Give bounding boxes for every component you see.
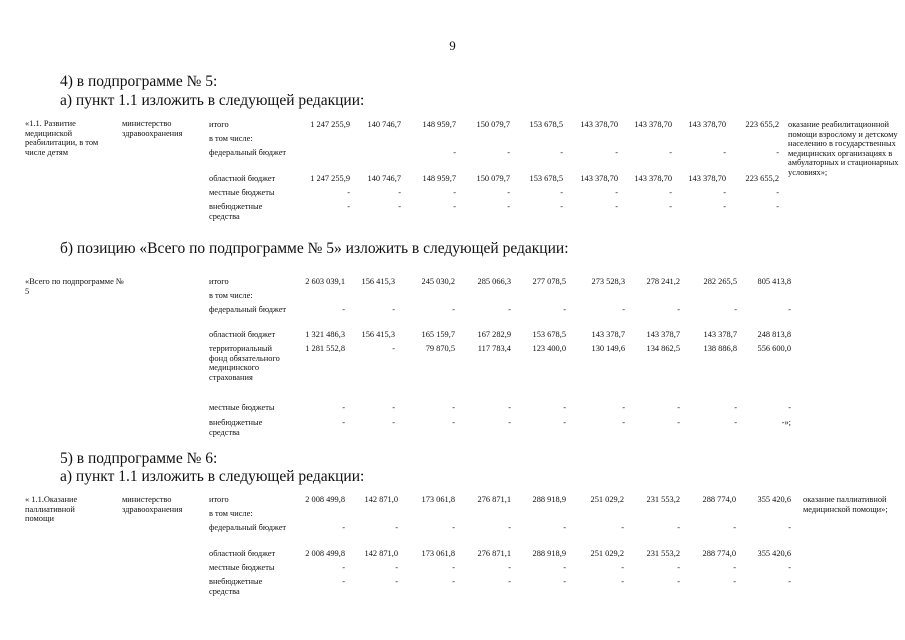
table-cell: 2 008 499,8 <box>305 495 345 504</box>
table-cell: 2 603 039,1 <box>305 277 345 286</box>
table-cell: 223 655,2 <box>745 120 779 129</box>
table-cell: 123 400,0 <box>532 344 566 353</box>
table-cell: 251 029,2 <box>590 549 624 558</box>
table-cell: 143 378,7 <box>591 330 625 339</box>
table-cell: - <box>776 202 779 211</box>
table-row-label: федеральный бюджет <box>209 305 287 314</box>
table-cell: - <box>563 523 566 532</box>
table-cell: - <box>621 577 624 586</box>
table-cell: 148 959,7 <box>422 120 456 129</box>
table-cell: - <box>507 148 510 157</box>
table-cell: - <box>452 577 455 586</box>
table-row-label: итого <box>209 277 229 286</box>
table-cell: 355 420,6 <box>757 549 791 558</box>
table-row-name: « 1.1.Оказание паллиативной помощи <box>25 495 78 524</box>
table-cell: 273 528,3 <box>591 277 625 286</box>
table-cell: 282 265,5 <box>703 277 737 286</box>
table-cell: 143 378,70 <box>688 120 726 129</box>
table-cell: - <box>788 523 791 532</box>
table-cell: - <box>392 344 395 353</box>
table-cell: 556 600,0 <box>757 344 791 353</box>
table-cell: 245 030,2 <box>421 277 455 286</box>
table-cell: - <box>734 418 737 427</box>
table-cell: - <box>677 577 680 586</box>
table-row-label: в том числе: <box>209 291 253 300</box>
table-cell: 156 415,3 <box>361 277 395 286</box>
table-cell: 1 247 255,9 <box>310 174 350 183</box>
heading-item-1-1-sub6: а) пункт 1.1 изложить в следующей редакции: <box>60 468 365 485</box>
table-cell: - <box>734 305 737 314</box>
table-cell: - <box>342 305 345 314</box>
table-executor: министерство здравоохранения <box>122 495 183 514</box>
table-cell: - <box>669 188 672 197</box>
table-cell: - <box>776 148 779 157</box>
table-cell: - <box>733 563 736 572</box>
table-row-label: итого <box>209 120 229 129</box>
table-cell: 153 678,5 <box>532 330 566 339</box>
table-cell: - <box>677 403 680 412</box>
table-executor: министерство здравоохранения <box>122 119 183 138</box>
table-row-label: внебюджетные средства <box>209 577 263 596</box>
table-cell: 143 378,70 <box>634 120 672 129</box>
table-cell: - <box>615 188 618 197</box>
table-cell: 138 886,8 <box>703 344 737 353</box>
table-row-name: «Всего по подпрограмме № 5 <box>25 277 124 296</box>
table-cell: - <box>452 563 455 572</box>
table-cell: - <box>563 577 566 586</box>
table-row-label: местные бюджеты <box>209 188 275 197</box>
table-row-label: в том числе: <box>209 134 253 143</box>
table-cell: 143 378,70 <box>634 174 672 183</box>
table-cell: 156 415,3 <box>361 330 395 339</box>
table-cell: 278 241,2 <box>646 277 680 286</box>
table-cell: - <box>733 577 736 586</box>
table-cell: 2 008 499,8 <box>305 549 345 558</box>
table-cell: 1 247 255,9 <box>310 120 350 129</box>
table-cell: - <box>508 523 511 532</box>
table-cell: - <box>347 202 350 211</box>
table-cell: - <box>669 148 672 157</box>
table-cell: - <box>398 202 401 211</box>
table-cell: 805 413,8 <box>757 277 791 286</box>
table-cell: 173 061,8 <box>421 495 455 504</box>
table-row-label: федеральный бюджет <box>209 148 287 157</box>
table-cell: - <box>733 523 736 532</box>
table-row-label: в том числе: <box>209 509 253 518</box>
table-cell: 143 378,70 <box>580 174 618 183</box>
table-row-label: местные бюджеты <box>209 563 275 572</box>
table-cell: - <box>669 202 672 211</box>
table-cell: - <box>392 418 395 427</box>
table-cell: -»; <box>781 418 791 427</box>
table-cell: 142 871,0 <box>364 549 398 558</box>
table-cell: - <box>508 563 511 572</box>
table-cell: - <box>347 188 350 197</box>
table-row-label: федеральный бюджет <box>209 523 287 532</box>
table-note: оказание паллиативной медицинской помощи»; <box>803 495 888 514</box>
table-cell: - <box>622 418 625 427</box>
table-cell: - <box>621 563 624 572</box>
table-cell: 223 655,2 <box>745 174 779 183</box>
table-cell: - <box>621 523 624 532</box>
table-cell: - <box>563 305 566 314</box>
table-cell: - <box>507 202 510 211</box>
table-cell: - <box>508 403 511 412</box>
table-cell: - <box>788 577 791 586</box>
table-row-label: областной бюджет <box>209 174 276 183</box>
table-row-label: областной бюджет <box>209 330 276 339</box>
table-cell: - <box>622 403 625 412</box>
table-cell: 288 774,0 <box>702 549 736 558</box>
table-cell: - <box>563 563 566 572</box>
table-cell: - <box>392 403 395 412</box>
table-row-label: территориальный фонд обязательного медицинского страхования <box>209 344 280 382</box>
table-cell: - <box>776 188 779 197</box>
table-cell: - <box>560 188 563 197</box>
table-cell: - <box>723 202 726 211</box>
table-cell: 117 783,4 <box>477 344 511 353</box>
heading-total-sub5: б) позицию «Всего по подпрограмме № 5» изложить в следующей редакции: <box>60 240 569 257</box>
table-row-name: «1.1. Развитие медицинской реабилитации, в том числе детям <box>25 119 99 157</box>
table-cell: 248 813,8 <box>757 330 791 339</box>
table-cell: 140 746,7 <box>367 174 401 183</box>
table-cell: 276 871,1 <box>477 549 511 558</box>
table-cell: 231 553,2 <box>646 549 680 558</box>
table-cell: - <box>452 305 455 314</box>
table-note: оказание реабилитационной помощи взрослому и детскому населению в государственных медицинских организациях в амбулаторных и стационарных условиях»; <box>788 120 899 177</box>
table-cell: 143 378,7 <box>646 330 680 339</box>
table-cell: - <box>677 523 680 532</box>
table-cell: - <box>342 403 345 412</box>
table-cell: 153 678,5 <box>529 120 563 129</box>
page-number: 9 <box>449 38 456 53</box>
table-cell: 150 079,7 <box>476 174 510 183</box>
table-cell: - <box>563 418 566 427</box>
table-cell: - <box>615 148 618 157</box>
table-cell: 251 029,2 <box>590 495 624 504</box>
table-cell: - <box>788 403 791 412</box>
table-cell: - <box>788 563 791 572</box>
table-cell: - <box>395 577 398 586</box>
table-cell: - <box>723 148 726 157</box>
table-cell: - <box>508 305 511 314</box>
table-cell: 130 149,6 <box>591 344 625 353</box>
table-cell: 173 061,8 <box>421 549 455 558</box>
table-cell: 355 420,6 <box>757 495 791 504</box>
table-cell: - <box>453 202 456 211</box>
table-cell: - <box>453 148 456 157</box>
table-cell: 288 774,0 <box>702 495 736 504</box>
table-cell: 288 918,9 <box>532 495 566 504</box>
table-cell: 277 078,5 <box>532 277 566 286</box>
table-cell: 165 159,7 <box>421 330 455 339</box>
table-cell: 231 553,2 <box>646 495 680 504</box>
heading-item-1-1-sub5: а) пункт 1.1 изложить в следующей редакции: <box>60 92 365 109</box>
table-row-label: итого <box>209 495 229 504</box>
table-cell: - <box>563 403 566 412</box>
heading-subprogram-6: 5) в подпрограмме № 6: <box>60 450 218 467</box>
table-cell: 1 321 486,3 <box>305 330 345 339</box>
table-cell: 276 871,1 <box>477 495 511 504</box>
table-cell: 167 282,9 <box>477 330 511 339</box>
table-cell: - <box>395 523 398 532</box>
table-cell: 143 378,70 <box>580 120 618 129</box>
table-cell: - <box>342 563 345 572</box>
table-row-label: внебюджетные средства <box>209 418 263 437</box>
table-cell: 153 678,5 <box>529 174 563 183</box>
table-cell: - <box>342 577 345 586</box>
table-cell: 143 378,7 <box>703 330 737 339</box>
table-cell: - <box>788 305 791 314</box>
table-cell: 150 079,7 <box>476 120 510 129</box>
table-row-label: внебюджетные средства <box>209 202 263 221</box>
table-cell: 1 281 552,8 <box>305 344 345 353</box>
table-cell: 79 870,5 <box>425 344 455 353</box>
table-cell: 140 746,7 <box>367 120 401 129</box>
table-cell: - <box>560 148 563 157</box>
table-cell: - <box>622 305 625 314</box>
table-cell: - <box>734 403 737 412</box>
table-row-label: местные бюджеты <box>209 403 275 412</box>
table-cell: - <box>615 202 618 211</box>
table-cell: 285 066,3 <box>477 277 511 286</box>
table-cell: - <box>723 188 726 197</box>
table-cell: 288 918,9 <box>532 549 566 558</box>
table-cell: - <box>507 188 510 197</box>
table-cell: - <box>452 403 455 412</box>
table-cell: 142 871,0 <box>364 495 398 504</box>
table-cell: - <box>392 305 395 314</box>
table-cell: - <box>677 305 680 314</box>
table-cell: 143 378,70 <box>688 174 726 183</box>
table-cell: - <box>508 577 511 586</box>
table-cell: - <box>395 563 398 572</box>
table-cell: - <box>342 418 345 427</box>
table-cell: - <box>677 418 680 427</box>
table-cell: 134 862,5 <box>646 344 680 353</box>
table-row-label: областной бюджет <box>209 549 276 558</box>
table-cell: - <box>677 563 680 572</box>
table-cell: 148 959,7 <box>422 174 456 183</box>
table-cell: - <box>452 418 455 427</box>
table-cell: - <box>453 188 456 197</box>
table-cell: - <box>342 523 345 532</box>
heading-subprogram-5: 4) в подпрограмме № 5: <box>60 73 218 90</box>
table-cell: - <box>508 418 511 427</box>
table-cell: - <box>398 188 401 197</box>
table-cell: - <box>560 202 563 211</box>
table-cell: - <box>452 523 455 532</box>
